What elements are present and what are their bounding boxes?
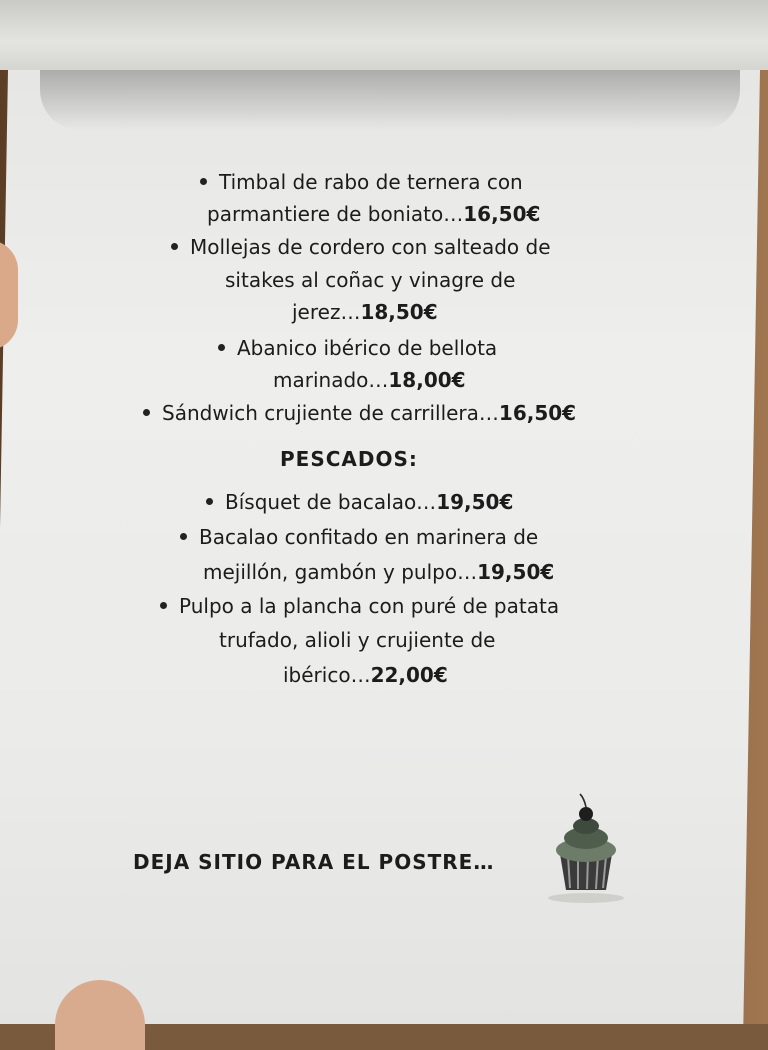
item-text: Bacalao confitado en marinera de (199, 525, 539, 549)
item-text: Pulpo a la plancha con puré de patata (179, 594, 560, 618)
item-text: Abanico ibérico de bellota (237, 336, 498, 360)
footer-text: DEJA SITIO PARA EL POSTRE… (133, 850, 495, 874)
menu-item-bisquet (206, 490, 513, 514)
item-text: Mollejas de cordero con salteado de (190, 235, 551, 259)
item-text: mejillón, gambón y pulpo… (203, 560, 478, 584)
bullet-icon (200, 178, 207, 185)
item-text: ibérico… (283, 663, 371, 687)
menu-item-mollejas (171, 235, 551, 259)
menu-item-abanico-cont (273, 368, 466, 392)
item-price: 16,50€ (498, 401, 577, 425)
item-text: Bísquet de bacalao… (225, 490, 437, 514)
item-text: sitakes al coñac y vinagre de (225, 268, 516, 292)
bullet-icon (171, 243, 178, 250)
bullet-icon (206, 498, 213, 505)
item-text: parmantiere de boniato… (207, 202, 464, 226)
menu-item-pulpo-cont (219, 628, 495, 652)
item-price: 19,50€ (477, 560, 555, 584)
item-price: 18,50€ (360, 300, 438, 324)
item-text: marinado… (273, 368, 389, 392)
menu-item-sandwich (143, 401, 576, 425)
menu-item-bacalao-confitado-cont (203, 560, 554, 584)
item-price: 22,00€ (370, 663, 448, 687)
menu-item-pulpo-end (283, 663, 448, 687)
item-text: Sándwich crujiente de carrillera… (162, 401, 499, 425)
bullet-icon (218, 344, 225, 351)
item-price: 18,00€ (388, 368, 466, 392)
section-heading-pescados: PESCADOS: (280, 447, 418, 471)
menu-item-bacalao-confitado (180, 525, 538, 549)
menu-item-pulpo (160, 594, 559, 618)
item-price: 16,50€ (463, 202, 541, 226)
menu-item-timbal-cont (207, 202, 540, 226)
bullet-icon (143, 409, 150, 416)
cupcake-icon (540, 790, 630, 910)
menu-item-mollejas-cont (225, 268, 515, 292)
item-text: jerez… (292, 300, 361, 324)
bullet-icon (160, 602, 167, 609)
menu-item-mollejas-end (292, 300, 438, 324)
menu-item-timbal (200, 170, 523, 194)
item-text: Timbal de rabo de ternera con (219, 170, 523, 194)
bullet-icon (180, 533, 187, 540)
menu-item-abanico (218, 336, 497, 360)
item-text: trufado, alioli y crujiente de (219, 628, 496, 652)
item-price: 19,50€ (436, 490, 514, 514)
